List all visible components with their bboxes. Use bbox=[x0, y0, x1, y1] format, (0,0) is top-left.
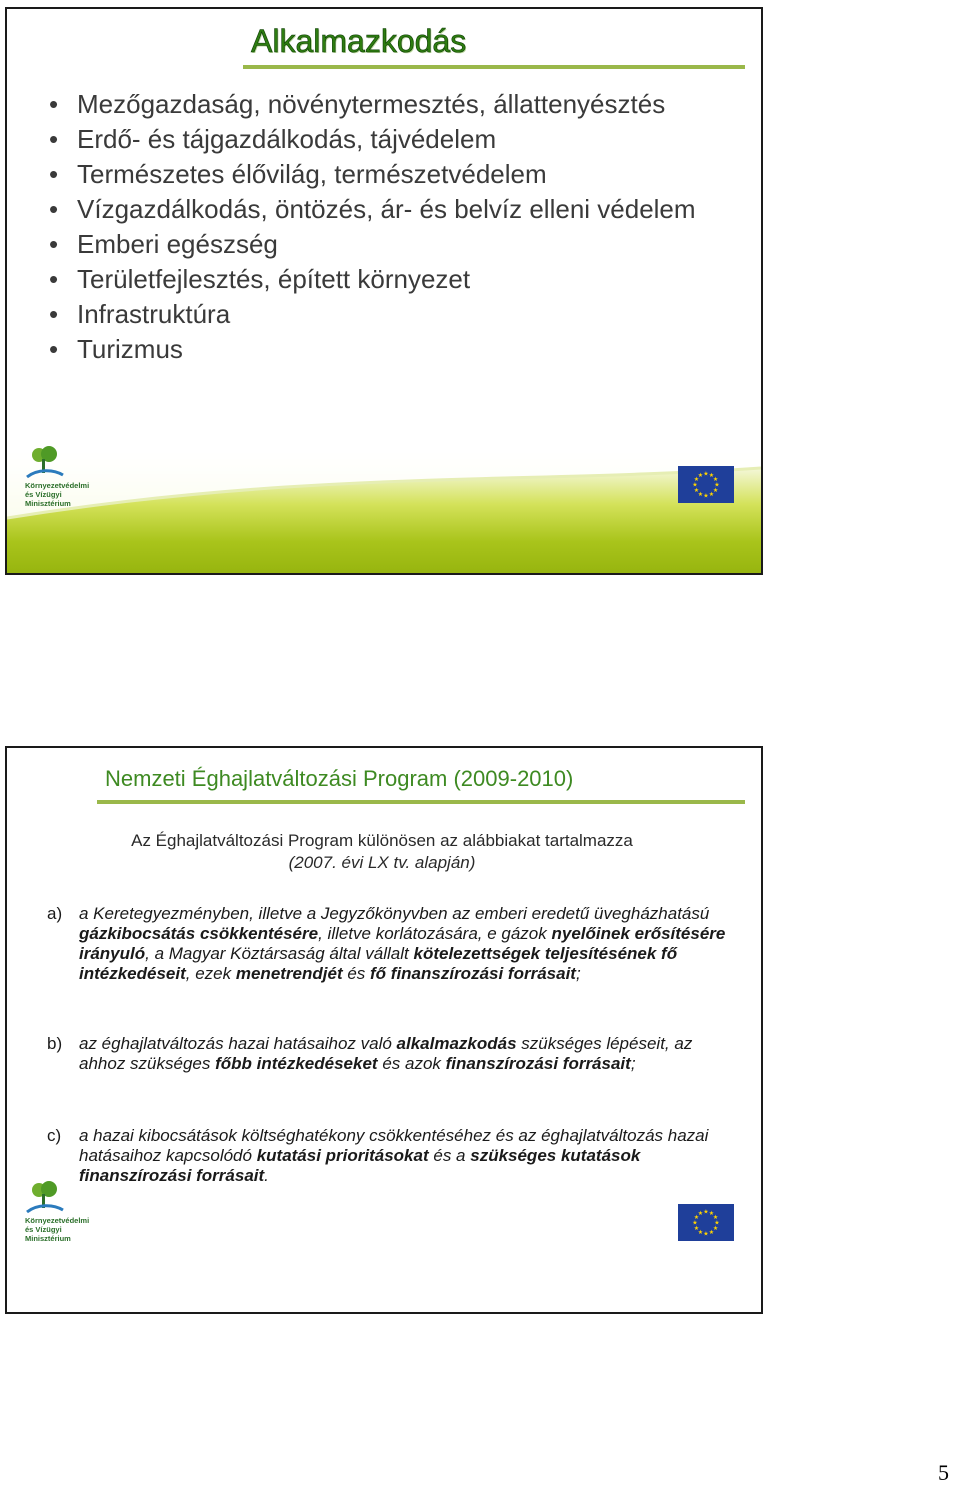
eu-star-icon: ★ bbox=[697, 473, 704, 480]
bullet-item: • Vízgazdálkodás, öntözés, ár- és belvíz elleni védelem bbox=[49, 194, 729, 225]
body-text: szükséges lépéseit, az ahhoz szükséges bbox=[79, 1034, 693, 1073]
logo-caption-line: és Vízügyi bbox=[25, 1225, 62, 1234]
program-item-a bbox=[47, 904, 737, 984]
eu-star-icon: ★ bbox=[703, 1209, 709, 1216]
body-text: és bbox=[342, 964, 371, 983]
eu-star-icon: ★ bbox=[712, 1226, 719, 1233]
slide-title: Nemzeti Éghajlatváltozási Program (2009-2010) bbox=[105, 766, 574, 791]
emphasis-text: gázkibocsátás csökkentésére bbox=[79, 924, 319, 943]
ministry-logo bbox=[25, 1180, 115, 1250]
logo-caption bbox=[25, 1216, 115, 1243]
logo-caption-line: Minisztérium bbox=[25, 499, 71, 508]
bullet-item: • Emberi egészség bbox=[49, 229, 729, 260]
logo-caption-line: Minisztérium bbox=[25, 1234, 71, 1243]
eu-star-icon: ★ bbox=[693, 488, 700, 495]
eu-star-icon: ★ bbox=[708, 492, 715, 499]
eu-star-icon: ★ bbox=[708, 1230, 715, 1237]
eu-star-icon: ★ bbox=[708, 1211, 715, 1218]
item-label: b) bbox=[47, 1034, 63, 1053]
item-body bbox=[47, 1126, 737, 1186]
body-text: a Keretegyezményben, illetve a Jegyzőkönyvben az emberi eredetű üvegházhatású bbox=[79, 904, 710, 923]
item-body bbox=[47, 904, 737, 984]
program-item-b bbox=[47, 1034, 737, 1074]
emphasis-text: főbb intézkedéseket bbox=[215, 1054, 378, 1073]
green-footer-band bbox=[7, 448, 761, 573]
item-label: a) bbox=[47, 904, 63, 923]
slide-1 bbox=[5, 7, 763, 575]
bullet-item: • Mezőgazdaság, növénytermesztés, állattenyésztés bbox=[49, 89, 729, 120]
eu-stars bbox=[678, 466, 734, 503]
body-text: a hazai kibocsátások költséghatékony csökkentéséhez és az éghajlatváltozás hazai hatásaihoz kapcsolódó bbox=[79, 1126, 709, 1165]
emphasis-text: szükséges kutatások finanszírozási forrásait bbox=[79, 1146, 641, 1185]
eu-star-icon: ★ bbox=[697, 492, 704, 499]
body-text: , a Magyar Köztársaság által vállalt bbox=[145, 944, 414, 963]
title-underline bbox=[243, 65, 745, 69]
ministry-logo bbox=[25, 445, 115, 515]
bullet-item: • Infrastruktúra bbox=[49, 299, 729, 330]
eu-star-icon: ★ bbox=[697, 1211, 704, 1218]
body-text: ; bbox=[575, 964, 581, 983]
bullet-item: • Turizmus bbox=[49, 334, 729, 365]
eu-star-icon: ★ bbox=[703, 1231, 709, 1238]
eu-star-icon: ★ bbox=[693, 1215, 700, 1222]
bullet-item: • Erdő- és tájgazdálkodás, tájvédelem bbox=[49, 124, 729, 155]
program-item-c bbox=[47, 1126, 737, 1186]
eu-star-icon: ★ bbox=[697, 1230, 704, 1237]
logo-caption-line: és Vízügyi bbox=[25, 490, 62, 499]
bullet-item: • Természetes élővilág, természetvédelem bbox=[49, 159, 729, 190]
eu-star-icon: ★ bbox=[693, 1226, 700, 1233]
intro-line: Az Éghajlatváltozási Program különösen az alábbiakat tartalmazza bbox=[131, 831, 633, 850]
emphasis-text: nyelőinek erősítésére irányuló bbox=[79, 924, 726, 963]
eu-star-icon: ★ bbox=[703, 471, 709, 478]
eu-star-icon: ★ bbox=[714, 482, 720, 489]
eu-flag-icon bbox=[678, 466, 734, 503]
body-text: , illetve korlátozására, e gázok bbox=[318, 924, 552, 943]
title-underline bbox=[97, 800, 745, 804]
intro-text bbox=[77, 830, 687, 874]
tree-logo-icon bbox=[25, 1180, 65, 1216]
emphasis-text: fő finanszírozási forrásait bbox=[370, 964, 576, 983]
eu-stars bbox=[678, 1204, 734, 1241]
body-text: az éghajlatváltozás hazai hatásaihoz való bbox=[79, 1034, 397, 1053]
intro-reference: (2007. évi LX tv. alapján) bbox=[288, 853, 476, 872]
body-text: és azok bbox=[377, 1054, 446, 1073]
emphasis-text: finanszírozási forrásait bbox=[445, 1054, 631, 1073]
band-curve bbox=[7, 448, 761, 573]
eu-flag-icon bbox=[678, 1204, 734, 1241]
logo-caption-line: Környezetvédelmi bbox=[25, 1216, 90, 1225]
eu-star-icon: ★ bbox=[714, 1220, 720, 1227]
eu-star-icon: ★ bbox=[712, 488, 719, 495]
eu-star-icon: ★ bbox=[692, 1220, 698, 1227]
page-number: 5 bbox=[938, 1460, 949, 1485]
item-body bbox=[47, 1034, 737, 1074]
tree-logo-icon bbox=[25, 445, 65, 481]
emphasis-text: kutatási prioritásokat bbox=[256, 1146, 429, 1165]
slide-title: Alkalmazkodás bbox=[251, 23, 467, 59]
eu-star-icon: ★ bbox=[708, 473, 715, 480]
emphasis-text: alkalmazkodás bbox=[396, 1034, 517, 1053]
logo-caption bbox=[25, 481, 115, 508]
eu-star-icon: ★ bbox=[712, 1215, 719, 1222]
eu-star-icon: ★ bbox=[703, 493, 709, 500]
eu-star-icon: ★ bbox=[712, 477, 719, 484]
emphasis-text: kötelezettségek teljesítésének fő intézkedéseit bbox=[79, 944, 678, 983]
logo-caption-line: Környezetvédelmi bbox=[25, 481, 90, 490]
bullet-list bbox=[49, 89, 729, 369]
eu-star-icon: ★ bbox=[692, 482, 698, 489]
body-text: és a bbox=[428, 1146, 471, 1165]
body-text: , ezek bbox=[185, 964, 236, 983]
emphasis-text: menetrendjét bbox=[235, 964, 343, 983]
body-text: ; bbox=[630, 1054, 636, 1073]
bullet-item: • Területfejlesztés, épített környezet bbox=[49, 264, 729, 295]
body-text: . bbox=[264, 1166, 269, 1185]
eu-star-icon: ★ bbox=[693, 477, 700, 484]
item-label: c) bbox=[47, 1126, 62, 1145]
slide-2 bbox=[5, 746, 763, 1314]
